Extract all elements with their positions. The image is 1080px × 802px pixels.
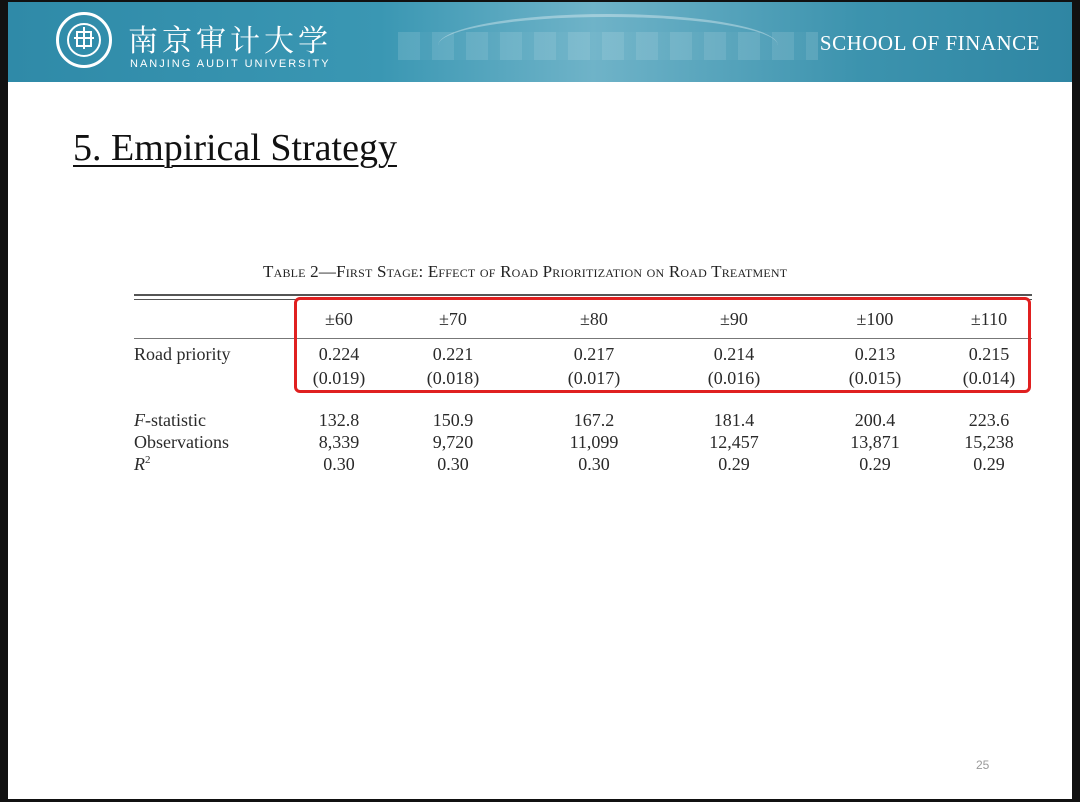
coefficient-cell: 0.217 [573, 344, 615, 364]
observations-cell: 8,339 [318, 432, 360, 452]
std-error-cell: (0.015) [848, 368, 902, 388]
university-seal-icon [56, 12, 112, 68]
header-banner [8, 2, 1072, 82]
f-statistic-cell: 167.2 [573, 410, 615, 430]
r-squared-cell: 0.30 [578, 454, 610, 474]
std-error-cell: (0.014) [962, 368, 1016, 388]
table-top-rule [134, 294, 1032, 296]
std-error-cell: (0.016) [707, 368, 761, 388]
school-name: SCHOOL OF FINANCE [819, 31, 1040, 55]
column-header: ±110 [970, 309, 1008, 329]
coefficient-cell: 0.224 [318, 344, 360, 364]
r-squared-cell: 0.30 [323, 454, 355, 474]
r-squared-cell: 0.29 [859, 454, 891, 474]
column-header: ±80 [580, 309, 608, 329]
observations-cell: 15,238 [964, 432, 1014, 452]
column-header: ±90 [720, 309, 748, 329]
std-error-cell: (0.017) [567, 368, 621, 388]
coefficient-cell: 0.221 [432, 344, 474, 364]
std-error-cell: (0.018) [426, 368, 480, 388]
column-header: ±60 [325, 309, 353, 329]
coefficient-cell: 0.215 [968, 344, 1010, 364]
banner-arc-decoration [438, 14, 778, 77]
university-name-cn: 南京审计大学 [128, 24, 332, 59]
coefficient-cell: 0.214 [713, 344, 755, 364]
row-label-f-statistic: F-statistic [134, 410, 206, 430]
column-header: ±70 [439, 309, 467, 329]
coefficient-cell: 0.213 [854, 344, 896, 364]
column-header: ±100 [856, 309, 894, 329]
table-caption: Table 2—First Stage: Effect of Road Prioritization on Road Treatment [263, 262, 788, 281]
row-label-observations: Observations [134, 432, 229, 452]
row-label-r-squared: $R^2$ [134, 454, 151, 474]
highlight-box [294, 297, 1031, 393]
university-name-en: NANJING AUDIT UNIVERSITY [130, 58, 331, 70]
page-number: 25 [976, 758, 990, 772]
r-squared-cell: 0.29 [718, 454, 750, 474]
f-statistic-cell: 200.4 [854, 410, 896, 430]
r-squared-cell: 0.29 [973, 454, 1005, 474]
slide-title: 5. Empirical Strategy [73, 127, 397, 169]
observations-cell: 12,457 [709, 432, 759, 452]
row-label-road-priority: Road priority [134, 344, 231, 364]
f-statistic-cell: 150.9 [432, 410, 474, 430]
observations-cell: 11,099 [569, 432, 619, 452]
f-statistic-cell: 132.8 [318, 410, 360, 430]
observations-cell: 9,720 [432, 432, 474, 452]
observations-cell: 13,871 [850, 432, 900, 452]
f-statistic-cell: 223.6 [968, 410, 1010, 430]
std-error-cell: (0.019) [312, 368, 366, 388]
r-squared-cell: 0.30 [437, 454, 469, 474]
slide [8, 2, 1072, 799]
f-statistic-cell: 181.4 [713, 410, 755, 430]
